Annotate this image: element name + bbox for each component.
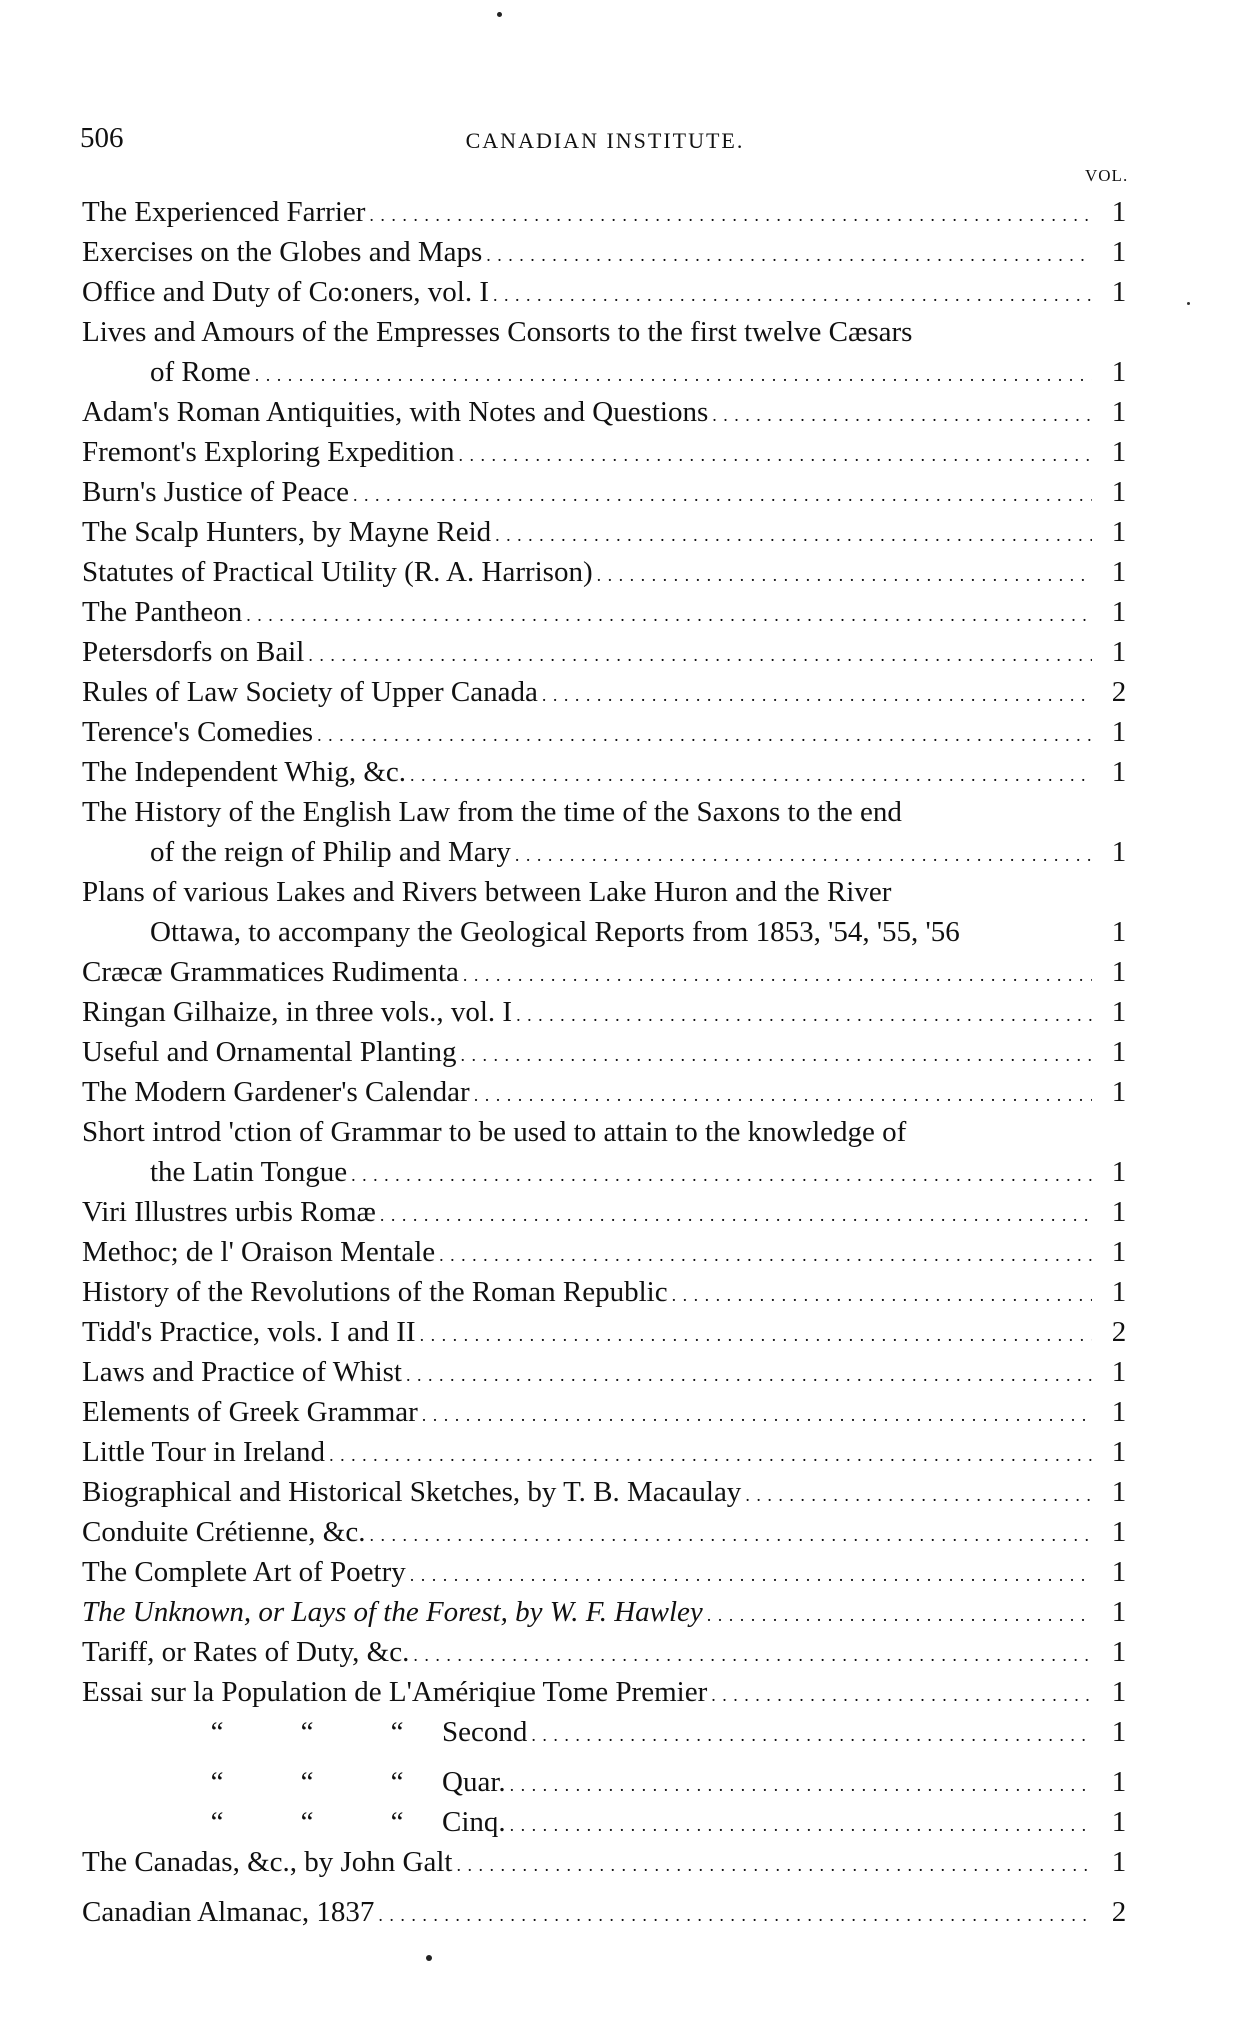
volume-count: 1 xyxy=(1111,916,1127,948)
volume-count: 1 xyxy=(1111,476,1127,508)
dot-leader xyxy=(416,1312,1092,1355)
entry-title: Canadian Almanac, 1837 xyxy=(82,1896,375,1928)
dot-leader xyxy=(242,592,1092,635)
entry-title: Cinq. xyxy=(442,1806,506,1838)
page-header xyxy=(80,122,1130,162)
dot-leader xyxy=(365,192,1092,235)
dot-leader xyxy=(708,392,1092,435)
entry-title-line xyxy=(82,792,1092,832)
volume-count: 1 xyxy=(1111,276,1127,308)
catalogue-entry xyxy=(0,272,1243,312)
catalogue-entry xyxy=(0,1892,1243,1932)
entry-title: Fremont's Exploring Expedition xyxy=(82,436,455,468)
entry-title-line xyxy=(82,1272,1127,1312)
entry-title: The Independent Whig, &c. xyxy=(82,756,406,788)
catalogue-entry xyxy=(0,1552,1243,1592)
ditto-mark: “ xyxy=(390,1806,404,1838)
volume-count: 1 xyxy=(1111,836,1127,868)
ditto-mark: “ xyxy=(210,1716,224,1748)
catalogue-entry xyxy=(0,1762,1243,1802)
entry-title: the Latin Tongue xyxy=(150,1156,348,1188)
entry-title: The Pantheon xyxy=(82,596,243,628)
entry-title: The Scalp Hunters, by Mayne Reid xyxy=(82,516,492,548)
dot-leader xyxy=(418,1392,1092,1435)
volume-count: 1 xyxy=(1111,1556,1127,1588)
entry-title-line xyxy=(82,1472,1127,1512)
catalogue-entry xyxy=(0,472,1243,512)
entry-title: History of the Revolutions of the Roman Republic xyxy=(82,1276,668,1308)
entry-title-line xyxy=(82,1112,1092,1152)
entry-title: of the reign of Philip and Mary xyxy=(150,836,511,868)
volume-count: 1 xyxy=(1111,516,1127,548)
ditto-mark: “ xyxy=(300,1716,314,1748)
entry-title: Cræcæ Grammatices Rudimenta xyxy=(82,956,459,988)
dot-leader xyxy=(457,1032,1093,1075)
entry-title: Terence's Comedies xyxy=(82,716,314,748)
volume-count: 1 xyxy=(1111,636,1127,668)
dot-leader xyxy=(707,1672,1092,1715)
dot-leader xyxy=(409,1632,1092,1675)
volume-count: 1 xyxy=(1111,1236,1127,1268)
volume-count: 1 xyxy=(1111,1396,1127,1428)
catalogue-entry xyxy=(0,1472,1243,1512)
volume-count: 1 xyxy=(1111,356,1127,388)
entry-title-line xyxy=(82,1552,1127,1592)
entry-title-line xyxy=(82,1762,1127,1802)
entry-title: The Complete Art of Poetry xyxy=(82,1556,406,1588)
catalogue-entry xyxy=(0,672,1243,712)
volume-count: 1 xyxy=(1111,1476,1127,1508)
entry-title-line xyxy=(82,392,1127,432)
catalogue-entry xyxy=(0,1512,1243,1552)
catalogue-entry xyxy=(0,1312,1243,1352)
entry-title: Little Tour in Ireland xyxy=(82,1436,326,1468)
running-title: CANADIAN INSTITUTE. xyxy=(465,128,745,153)
entry-continuation-line xyxy=(150,352,1127,392)
dot-leader xyxy=(366,1512,1093,1555)
volume-count: 1 xyxy=(1111,1716,1127,1748)
entry-title: Exercises on the Globes and Maps xyxy=(82,236,483,268)
catalogue-entry xyxy=(0,1392,1243,1432)
dot-leader xyxy=(470,1072,1092,1115)
entry-title: The Canadas, &c., by John Galt xyxy=(82,1846,453,1878)
entry-title: Petersdorfs on Bail xyxy=(82,636,305,668)
catalogue-entry xyxy=(0,192,1243,232)
dot-leader xyxy=(406,752,1092,795)
volume-count: 2 xyxy=(1111,1896,1127,1928)
ditto-mark: “ xyxy=(390,1766,404,1798)
catalogue-entry xyxy=(0,992,1243,1032)
entry-title: Essai sur la Population de L'Amériqiue Tome Premier xyxy=(82,1676,708,1708)
entry-title-line xyxy=(82,1592,1127,1632)
entry-title: Tariff, or Rates of Duty, &c. xyxy=(82,1636,410,1668)
ditto-mark: “ xyxy=(390,1716,404,1748)
entry-title: Ringan Gilhaize, in three vols., vol. I xyxy=(82,996,513,1028)
catalogue-entry xyxy=(0,1432,1243,1472)
dot-leader xyxy=(304,632,1092,675)
catalogue-entry xyxy=(0,1712,1243,1752)
entry-title: Tidd's Practice, vols. I and II xyxy=(82,1316,416,1348)
dot-leader xyxy=(455,432,1092,475)
volume-count: 1 xyxy=(1111,556,1127,588)
dot-leader xyxy=(374,1892,1092,1935)
entry-title-line xyxy=(82,1032,1127,1072)
dot-leader xyxy=(459,952,1092,995)
volume-count: 1 xyxy=(1111,1196,1127,1228)
catalogue-entry xyxy=(0,1632,1243,1672)
entry-title: The Unknown, or Lays of the Forest, by W. F. Hawley xyxy=(82,1596,703,1628)
entry-title: Plans of various Lakes and Rivers between Lake Huron and the River xyxy=(82,876,892,908)
dot-leader xyxy=(349,472,1092,515)
entry-title-line xyxy=(82,312,1092,352)
volume-count: 1 xyxy=(1111,196,1127,228)
entry-title: Viri Illustres urbis Romæ xyxy=(82,1196,376,1228)
entry-title-line xyxy=(82,1232,1127,1272)
entry-title: Second xyxy=(442,1716,528,1748)
volume-count: 1 xyxy=(1111,1036,1127,1068)
page-number: 506 xyxy=(80,122,124,154)
entry-title-line xyxy=(82,1842,1127,1882)
dot-leader xyxy=(506,1802,1092,1845)
entry-title: The History of the English Law from the time of the Saxons to the end xyxy=(82,796,902,828)
dot-leader xyxy=(347,1152,1092,1195)
catalogue-entry xyxy=(0,1032,1243,1072)
catalogue-entry xyxy=(0,1842,1243,1882)
entry-title: of Rome xyxy=(150,356,251,388)
catalogue-entry xyxy=(0,1192,1243,1232)
volume-count: 2 xyxy=(1111,676,1127,708)
dot-leader xyxy=(406,1552,1092,1595)
ink-speck xyxy=(426,1955,432,1961)
catalogue-entry xyxy=(0,1802,1243,1842)
volume-count: 1 xyxy=(1111,236,1127,268)
entry-title: Useful and Ornamental Planting xyxy=(82,1036,457,1068)
catalogue-list xyxy=(0,192,1243,1932)
entry-title-line xyxy=(82,1512,1127,1552)
dot-leader xyxy=(668,1272,1092,1315)
dot-leader xyxy=(435,1232,1092,1275)
volume-count: 1 xyxy=(1111,1276,1127,1308)
entry-title-line xyxy=(82,552,1127,592)
catalogue-entry xyxy=(0,712,1243,752)
entry-title-line xyxy=(82,632,1127,672)
volume-count: 1 xyxy=(1111,1676,1127,1708)
column-label: VOL. xyxy=(1085,166,1129,185)
volume-count: 1 xyxy=(1111,1156,1127,1188)
entry-title-line xyxy=(82,1432,1127,1472)
entry-title-line xyxy=(82,992,1127,1032)
dot-leader xyxy=(741,1472,1092,1515)
entry-title-line xyxy=(82,1712,1127,1752)
entry-title: Conduite Crétienne, &c. xyxy=(82,1516,366,1548)
catalogue-entry xyxy=(0,1072,1243,1112)
catalogue-entry xyxy=(0,752,1243,792)
catalogue-entry xyxy=(0,432,1243,472)
catalogue-entry xyxy=(0,1672,1243,1712)
dot-leader xyxy=(703,1592,1092,1635)
dot-leader xyxy=(376,1192,1092,1235)
ditto-mark: “ xyxy=(300,1806,314,1838)
entry-title: Ottawa, to accompany the Geological Reports from 1853, '54, '55, '56 xyxy=(150,916,960,948)
entry-title-line xyxy=(82,1192,1127,1232)
entry-title-line xyxy=(82,1392,1127,1432)
entry-continuation-line xyxy=(150,912,1127,952)
volume-count: 1 xyxy=(1111,1766,1127,1798)
catalogue-entry xyxy=(0,1232,1243,1272)
entry-title-line xyxy=(82,1352,1127,1392)
entry-title: Rules of Law Society of Upper Canada xyxy=(82,676,538,708)
entry-title: Biographical and Historical Sketches, by T. B. Macaulay xyxy=(82,1476,742,1508)
volume-count: 1 xyxy=(1111,596,1127,628)
entry-title-line xyxy=(82,752,1127,792)
ditto-marks xyxy=(82,1762,442,1802)
catalogue-entry xyxy=(0,872,1243,952)
dot-leader xyxy=(325,1432,1092,1475)
ink-speck xyxy=(497,12,502,17)
entry-title-line xyxy=(82,712,1127,752)
entry-title: Methoc; de l' Oraison Mentale xyxy=(82,1236,436,1268)
volume-count: 1 xyxy=(1111,716,1127,748)
entry-title-line xyxy=(82,1632,1127,1672)
dot-leader xyxy=(313,712,1092,755)
catalogue-entry xyxy=(0,232,1243,272)
entry-title: The Modern Gardener's Calendar xyxy=(82,1076,470,1108)
volume-count: 1 xyxy=(1111,996,1127,1028)
entry-title: The Experienced Farrier xyxy=(82,196,366,228)
catalogue-entry xyxy=(0,952,1243,992)
entry-title: Elements of Greek Grammar xyxy=(82,1396,418,1428)
entry-title: Statutes of Practical Utility (R. A. Harrison) xyxy=(82,556,593,588)
entry-continuation-line xyxy=(150,1152,1127,1192)
volume-count: 1 xyxy=(1111,756,1127,788)
entry-title: Adam's Roman Antiquities, with Notes and Questions xyxy=(82,396,709,428)
entry-title: Short introd 'ction of Grammar to be used to attain to the knowledge of xyxy=(82,1116,907,1148)
dot-leader xyxy=(527,1712,1092,1755)
entry-title-line xyxy=(82,272,1127,312)
catalogue-entry xyxy=(0,792,1243,872)
volume-count: 2 xyxy=(1111,1316,1127,1348)
catalogue-entry xyxy=(0,552,1243,592)
catalogue-entry xyxy=(0,592,1243,632)
entry-title: Office and Duty of Co:oners, vol. I xyxy=(82,276,489,308)
volume-count: 1 xyxy=(1111,1076,1127,1108)
entry-title-line xyxy=(82,232,1127,272)
entry-continuation-line xyxy=(150,832,1127,872)
dot-leader xyxy=(482,232,1092,275)
entry-title-line xyxy=(82,1672,1127,1712)
entry-title: Laws and Practice of Whist xyxy=(82,1356,402,1388)
ditto-mark: “ xyxy=(210,1766,224,1798)
ditto-mark: “ xyxy=(300,1766,314,1798)
entry-title: Quar. xyxy=(442,1766,506,1798)
dot-leader xyxy=(491,512,1092,555)
catalogue-entry xyxy=(0,512,1243,552)
entry-title-line xyxy=(82,512,1127,552)
entry-title-line xyxy=(82,1312,1127,1352)
volume-count: 1 xyxy=(1111,1846,1127,1878)
entry-title-line xyxy=(82,672,1127,712)
dot-leader xyxy=(538,672,1092,715)
dot-leader xyxy=(593,552,1092,595)
catalogue-entry xyxy=(0,392,1243,432)
catalogue-entry xyxy=(0,632,1243,672)
dot-leader xyxy=(511,832,1092,875)
entry-title-line xyxy=(82,1802,1127,1842)
entry-title-line xyxy=(82,872,1092,912)
dot-leader xyxy=(489,272,1092,315)
entry-title-line xyxy=(82,432,1127,472)
entry-title-line xyxy=(82,952,1127,992)
volume-count: 1 xyxy=(1111,396,1127,428)
volume-count: 1 xyxy=(1111,1516,1127,1548)
entry-title-line xyxy=(82,592,1127,632)
entry-title-line xyxy=(82,1072,1127,1112)
catalogue-entry xyxy=(0,312,1243,392)
entry-title-line xyxy=(82,472,1127,512)
dot-leader xyxy=(251,352,1092,395)
dot-leader xyxy=(402,1352,1092,1395)
volume-count: 1 xyxy=(1111,1636,1127,1668)
volume-count: 1 xyxy=(1111,956,1127,988)
dot-leader xyxy=(506,1762,1092,1805)
catalogue-entry xyxy=(0,1112,1243,1192)
catalogue-entry xyxy=(0,1592,1243,1632)
entry-title: Lives and Amours of the Empresses Consorts to the first twelve Cæsars xyxy=(82,316,913,348)
dot-leader xyxy=(452,1842,1092,1885)
catalogue-entry xyxy=(0,1272,1243,1312)
dot-leader xyxy=(512,992,1092,1035)
volume-count: 1 xyxy=(1111,1356,1127,1388)
volume-count: 1 xyxy=(1111,1596,1127,1628)
ditto-marks xyxy=(82,1802,442,1842)
entry-title-line xyxy=(82,1892,1127,1932)
ditto-mark: “ xyxy=(210,1806,224,1838)
catalogue-entry xyxy=(0,1352,1243,1392)
entry-title: Burn's Justice of Peace xyxy=(82,476,349,508)
ditto-marks xyxy=(82,1712,442,1752)
volume-count: 1 xyxy=(1111,1806,1127,1838)
volume-count: 1 xyxy=(1111,436,1127,468)
volume-count: 1 xyxy=(1111,1436,1127,1468)
entry-title-line xyxy=(82,192,1127,232)
